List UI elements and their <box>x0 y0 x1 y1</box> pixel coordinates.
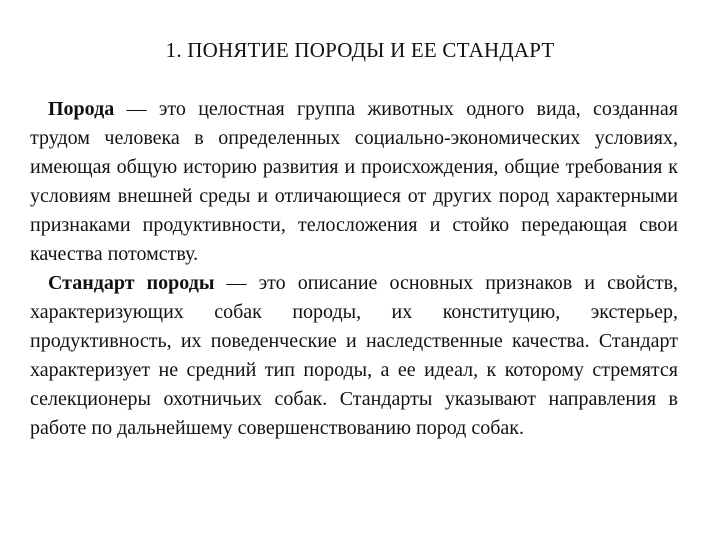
definition-breed-text: — это целостная группа животных одного вида, созданная трудом человека в определенных социально-экономических условиях, имеющая общую историю развития и происхождения, общие требования к условиям внешней среды и отличающиеся от других пород характерными признаками продуктивности, телосложения и стойко передающая свои качества потомству. <box>30 98 678 265</box>
term-breed-standard: Стандарт породы <box>48 272 215 294</box>
term-breed: Порода <box>48 98 115 120</box>
definition-breed-standard-text: — это описание основных признаков и свойств, характеризующих собак породы, их конституцию, экстерьер, продуктивность, их поведенческие и наследственные качества. Стандарт характеризует не средний тип породы, а ее идеал, к которому стремятся селекционеры охотничьих собак. Стандарты указывают направления в работе по дальнейшему совершенствованию пород собак. <box>30 272 679 439</box>
slide-title: 1. ПОНЯТИЕ ПОРОДЫ И ЕЕ СТАНДАРТ <box>165 38 555 62</box>
slide-body <box>30 95 678 443</box>
paragraph-breed-definition <box>30 95 678 269</box>
paragraph-breed-standard <box>30 269 678 443</box>
